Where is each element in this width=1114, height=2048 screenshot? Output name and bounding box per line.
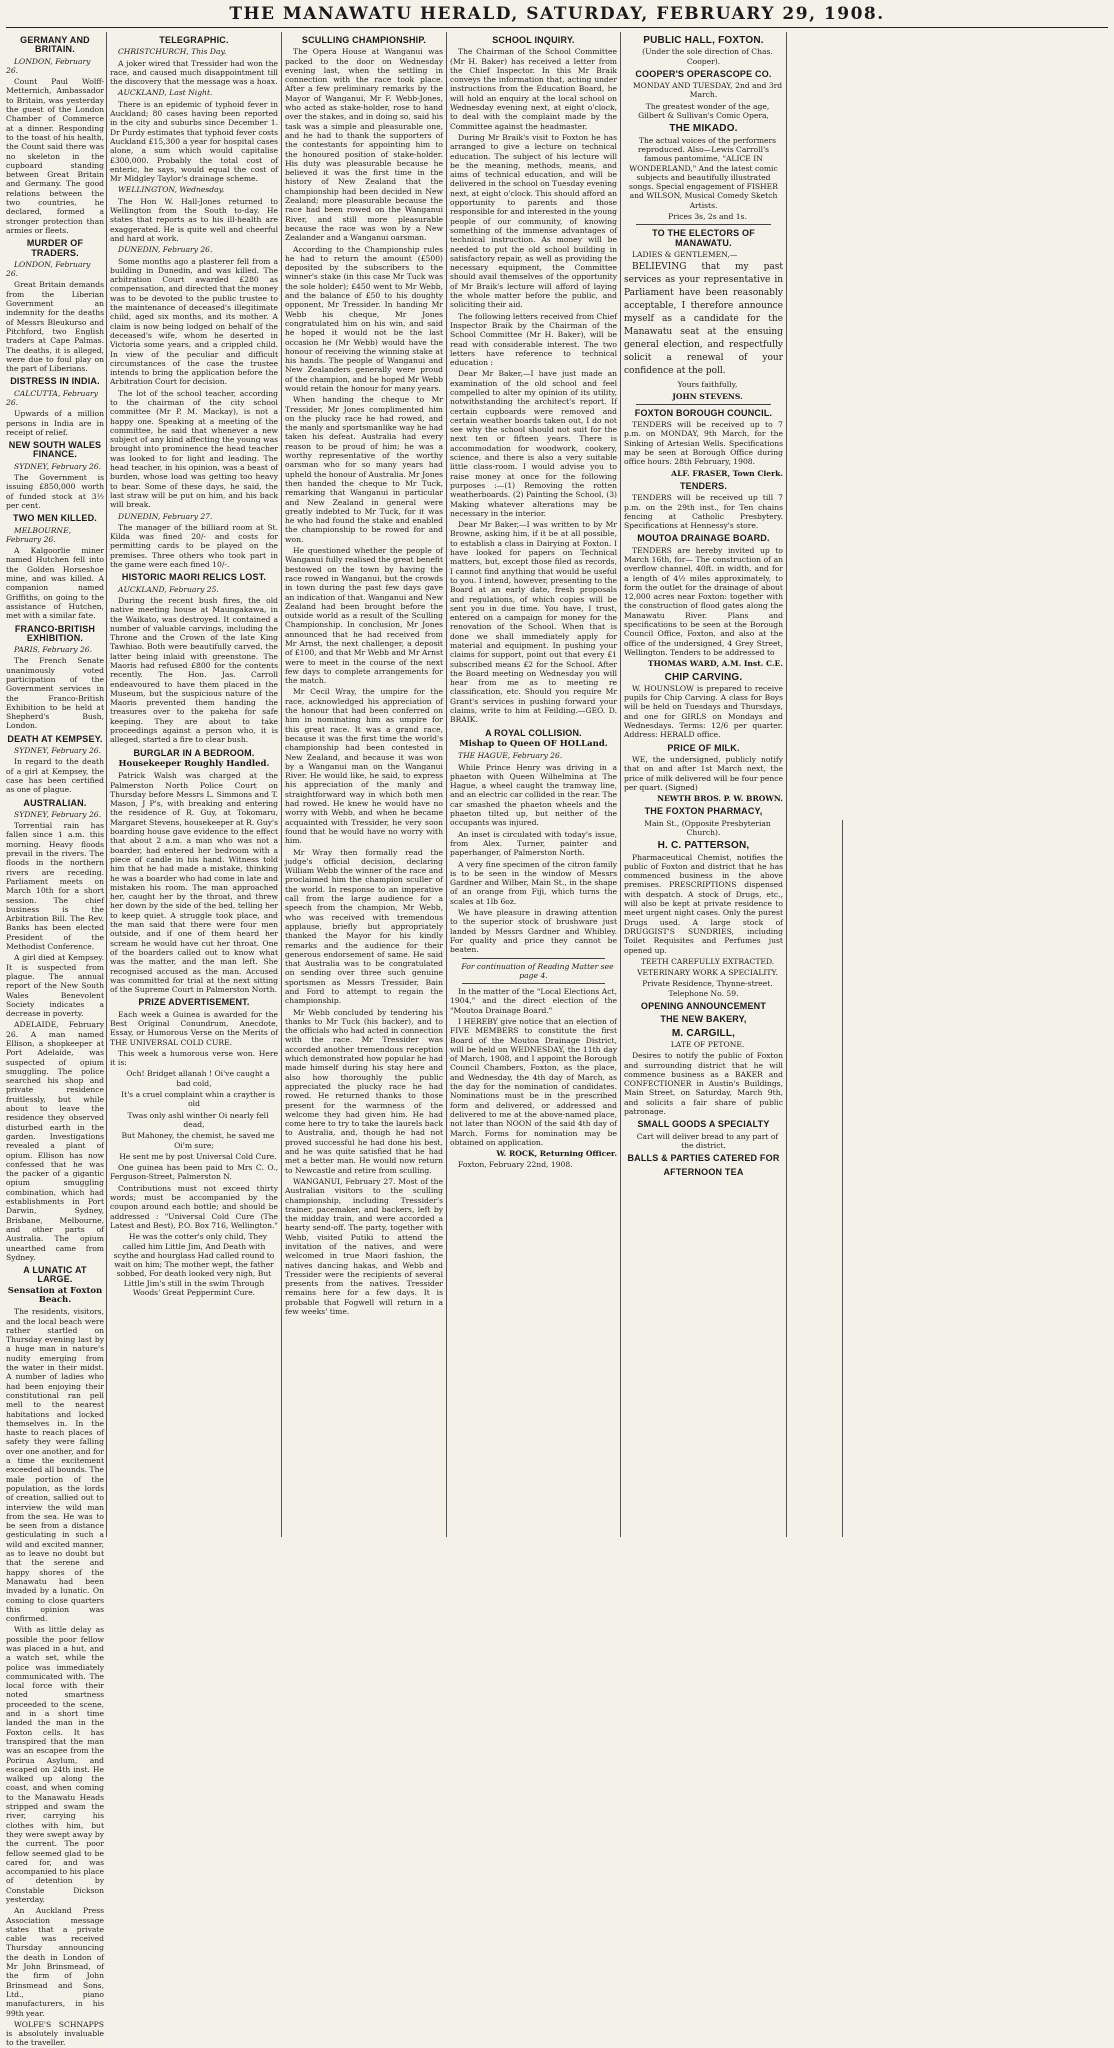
article-text: Each week a Guinea is awarded for the Best Original Conundrum, Anecdote, Essay, or Humorous Verse on the Merits of THE UNIVERSAL COLD CURE. [110,1009,278,1047]
advert-text: WOLFE'S SCHNAPPS is absolutely invaluable to the traveller. [6,2019,104,2048]
article-text: A very fine specimen of the citron family is to be seen in the window of Messrs Gardner and Wilber, Main St., in the shape of an orange from Fiji, which turns the scales at 1lb 6oz. [450,859,617,906]
column-divider [786,32,787,1537]
notice-text: In the matter of the "Local Elections Act, 1904," and the direct election of the "Moutoa Drainage Board." [450,987,617,1015]
column-1 [6,32,104,2048]
article-text: During Mr Braik's visit to Foxton he has arranged to give a lecture on technical education. The subject of his lecture will be the meaning, methods, means, and aims of technical education, and will be delivered in the school on Tuesday evening next, at eight o'clock. This should afford an opportunity to parents and those responsible for and interested in the young people of our community, of knowing something of the immense advantages of technical instruction. As money will be needed to put the old school building in satisfactory repair, as well as providing the necessary equipment, the Committee should avail themselves of the opportunity of Mr Braik's lecture will afford of laying the whole matter before the public, and soliciting their aid. [450,132,617,310]
verse-line: He sent me by post Universal Cold Cure. [119,1151,277,1161]
column-divider [106,32,107,1537]
article-heading: BURGLAR IN A BEDROOM. [133,747,255,758]
column-4 [450,32,617,1537]
article-text: One guinea has been paid to Mrs C. O., Ferguson-Street, Palmerston N. [110,1163,278,1182]
article-text: Mr Wray then formally read the judge's official decision, declaring William Webb the winner of the race and proclaimed him the champion sculler of the world. In response to an imperative call from the large audience for a speech from the champion, Mr Webb, who was received with tremendous applause, briefly but appropriately thanked the Mayor for his kindly remarks and the audience for their generous endorsement of same. He said that Australia was to be congratulated on sending over three such genuine sportsmen as Messrs Tressider, Bain and Ford to attempt to regain the championship. [285,847,443,1006]
separator [636,224,771,225]
separator [636,404,771,405]
article-text: The Opera House at Wanganui was packed to the door on Wednesday evening last, when the settling in connection with the race took place. After a few preliminary remarks by the Mayor of Wanganui, Mr F. Webb-Jones, who acted as stake-holder, rose to hand over the stakes, and in doing so, said his task was a simple and pleasurable one, and he had to thank the supporters of the contestants for appointing him to the honoured position of stake-holder. His duty was pleasurable because he believed it was the first time in the history of New Zealand that the championship had been decided in New Zealand; more pleasurable because the race had been rowed on the Wanganui River, and still more pleasurable because the race was won by a New Zealander and a Wanganui oarsman. [285,47,443,243]
advert-text: The greatest wonder of the age, Gilbert & Sullivan's Comic Opera, [638,101,770,121]
article-text: The following letters received from Chief Inspector Braik by the Chairman of the School Committee (Mr H. Baker), will be read with considerable interest. The two letters have reference to technical education : [450,311,617,368]
article-text: While Prince Henry was driving in a phaeton with Queen Wilhelmina at The Hague, a wheel caught the tramway line, and an electric car collided in the rear. The car smashed the phaeton wheels and the phaeton tilted up, but neither of the occupants was injured. [450,762,617,828]
advert-heading: MOUTOA DRAINAGE BOARD. [637,533,770,544]
advert-heading: TO THE ELECTORS OF MANAWATU. [652,228,755,248]
verse-line: Twas only ashl winther Oi nearly fell dead, [127,1110,269,1129]
advert-text: Private Residence, Thynne-street. Telephone No. 59. [642,979,773,998]
masthead: THE MANAWATU HERALD, SATURDAY, FEBRUARY 29, 1908. [229,4,885,24]
dateline: THE HAGUE, February 26. [458,751,563,761]
signature: NEWTH BROS. P. W. BROWN. [657,794,783,804]
masthead-rule [6,27,1108,28]
article-heading: NEW SOUTH WALES FINANCE. [8,440,102,460]
article-text: During the recent bush fires, the old native meeting house at Maungakawa, in the Waikato, was destroyed. It contained a number of valuable carvings, including the Throne and the Crown of the late King Tawhiao. Both were beautifully carved, the latter being inlaid with greenstone. The Maoris had refused £800 for the contents recently. The Hon. Jas. Carroll endeavoured to have them placed in the Museum, but the suspicious nature of the Maoris prevented them handing the treasures over to the pakeha for safe keeping. They are about to take proceedings against a person who, it is alleged, started a fire to clear bush. [110,595,278,745]
signature: JOHN STEVENS. [672,391,743,401]
article-text: Some months ago a plasterer fell from a building in Dunedin, and was killed. The arbitration Court awarded £280 as compensation, and directed that the money was to be devoted to the public trustee to the maintenance of deceased's illegitimate child, aged six months, and its mother. A claim is now being lodged on behalf of the deceased's wife, whom he deserted in Victoria some years, and a crippled child. In view of the peculiar and difficult circumstances of the case the trustee intends to bring the application before the Arbitration Court for decision. [110,256,278,387]
advert-text: TEETH CAREFULLY EXTRACTED. [640,956,775,966]
advert-text: Main St., (Opposite Presbyterian Church). [644,818,771,837]
advert-text: TENDERS are hereby invited up to March 16th, for— The construction of an overflow channel, 40ft. in width, and for a length of 4½ miles approximately, to form the outlet for the drainage of about 12,000 acres near Foxton: together with the construction of flood gates along the Manawatu River. Plans and specifications to be seen at the Borough Council Office, Foxton, and also at the office of the undersigned, 4 Grey Street, Wellington. Tenders to be addressed to [624,545,783,657]
article-heading: GERMANY AND BRITAIN. [20,35,90,55]
article-text: An Auckland Press Association message states that a private cable was received Thursday announcing the death in London of Mr John Brinsmead, of the firm of John Brinsmead and Sons, Ltd., piano manufacturers, in his 99th year. [6,1906,104,2018]
advert-text: VETERINARY WORK A SPECIALITY. [637,968,778,978]
article-text: With as little delay as possible the poor fellow was placed in a hut, and a watch set, while the police was immediately communicated with. The local force with their noted smartness proceeded to the scene, and in a short time landed the man in the Foxton cells. It has transpired that the man was an escapee from the Porirua Asylum, and escaped on 24th inst. He walked up along the coast, and when coming to the Manawatu Heads stripped and swam the river, carrying his clothes with him, but they were swept away by the current. The poor fellow seemed glad to be cared for, and was accompanied to his place of detention by Constable Dickson yesterday. [6,1625,104,1904]
column-divider [446,32,447,1537]
dateline: LONDON, February 26. [6,259,91,279]
article-text: A girl died at Kempsey. It is suspected from plague. The annual report of the New South Wales Benevolent Society indicates a decrease in poverty. [6,953,104,1019]
dateline: CHRISTCHURCH, This Day. [118,47,227,57]
advert-text: W. HOUNSLOW is prepared to receive pupils for Chip Carving. A class for Boys will be held on Tuesdays and Thursdays, and one for GIRLS on Mondays and Wednesdays. Terms: 12/6 per quarter. Address: HERALD office. [624,683,783,740]
advert-heading: H. C. PATTERSON, [657,840,750,852]
dateline: AUCKLAND, February 25. [118,584,219,594]
article-heading: SCHOOL INQUIRY. [492,35,575,45]
article-text: An inset is circulated with today's issue, from Alex. Turner, painter and paperhanger, of Palmerston North. [450,829,617,858]
signature: W. ROCK, Returning Officer. [496,1149,617,1159]
article-text: ADELAIDE, February 26. A man named Ellison, a shopkeeper at Port Adelaide, was suspected of opium smuggling. The police searched his shop and private residence fruitlessly, but while about to leave the residence they observed disturbed earth in the garden. Investigations revealed a plant of opium. Ellison has now confessed that he was the packer of a gigantic opium smuggling combination, which had establishments in Port Darwin, Sydney, Brisbane, Melbourne, and other parts of Australia. The opium unearthed came from Sydney. [6,1020,104,1262]
advert-heading: CHIP CARVING. [664,671,743,683]
dateline: CALCUTTA, February 26. [6,388,98,407]
article-text: The lot of the school teacher, according to the chairman of the city school committee (Mr P. M. Mackay), is not a happy one. Speaking at a meeting of the committee, he said that whenever a new subject of any kind affecting the young was brought into prominence the head teacher was looked to for light and leading. The head teacher, in his opinion, was a beast of burden, whose load was getting too heavy to bear. Some of these days, he said, the last straw will be put on him, and his back will break. [110,388,278,510]
advert-text: LATE OF PETONE. [670,1039,745,1049]
notice-date: Foxton, February 22nd, 1908. [458,1160,573,1170]
column-divider [281,32,282,1537]
advert-text: Desires to notify the public of Foxton and surrounding district that he will commence business as a BAKER and CONFECTIONER in Austin's Buildings, Main Street, on Saturday, March 9th, and solicits a fair share of public patronage. [624,1051,783,1117]
advert-heading: OPENING ANNOUNCEMENT [640,1001,767,1012]
advert-heading: PUBLIC HALL, FOXTON. [643,35,764,46]
article-text: Upwards of a million persons in India are in receipt of relief. [6,409,104,437]
advert-heading: THE NEW BAKERY, [660,1014,747,1025]
article-text: There is an epidemic of typhoid fever in Auckland; 80 cases having been reported in the city and suburbs since December 1. Dr Purdy estimates that typhoid fever costs Auckland £15,300 a year for hospital cases alone, a sum which would capitalise £300,000. Probably the total cost of enteric, he says, would equal the cost of Mr Midgley Taylor's drainage scheme. [110,99,278,184]
advert-heading: SMALL GOODS A SPECIALTY [637,1119,770,1130]
advert-text: WE, the undersigned, publicly notify that on and after 1st March next, the price of milk delivered will be four pence per quart. (Signed) [624,754,783,792]
article-heading: TELEGRAPHIC. [159,35,229,45]
advert-text: MONDAY AND TUESDAY, 2nd and 3rd March. [632,81,783,100]
advert-text: (Under the sole direction of Chas. Cooper). [642,47,773,66]
column-3 [285,32,443,1537]
dateline: DUNEDIN, February 26. [118,245,213,255]
dateline: SYDNEY, February 26. [14,809,102,819]
advert-heading: FOXTON BOROUGH COUNCIL. [634,407,773,418]
article-text: Patrick Walsh was charged at the Palmerston North Police Court on Thursday before Messrs L. Simmons and T. Mason, J P's, with breaking and entering the residence of R. Guy, at Tokomaru, Margaret Stevens, housekeeper at R. Guy's boarding house gave evidence to the effect that about 2 a.m. a man who was not a boarder, had entered her bedroom with a piece of candle in his hand. Witness told him that he had made a mistake, thinking he was a boarder who had come in late and mistaken his room. The man approached her, caught her by the throat, and threw her down by the side of the bed, telling her to keep quiet. A struggle took place, and the man said that there were four men outside, and if one of them heard her scream he would have cut her throat. One of the boarders called out to know what was the matter, and the man left. She recognised accused as the man. Accused was committed for trial at the next sitting of the Supreme Court in Palmerston North. [110,771,278,995]
advert-text: The actual voices of the performers reproduced. Also—Lewis Carroll's famous pantomime, "ALICE IN WONDERLAND," And the latest comic subjects and beautifully illustrated songs. Special engagement of FISHER and WILSON, Musical Comedy Sketch Artists. [629,135,778,210]
advert-text: BELIEVING that my past services as your representative in Parliament have been reasonably acceptable, I therefore announce myself as a candidate for the Manawatu seat at the ensuing general election, and respectfully solicit a renewal of your confidence at the poll. [624,262,783,377]
signature: ALF. FRASER, Town Clerk. [671,468,783,478]
article-heading: DISTRESS IN INDIA. [10,376,100,387]
article-text: A Kalgoorlie miner named Hutchen fell into the Golden Horseshoe mine, and was killed. A companion named Griffiths, on going to the assistance of Hutchen, met with a similar fate. [6,546,104,621]
article-text: Contributions must not exceed thirty words; must be accompanied by the coupon around each bottle; and should be addressed : "Universal Cold Cure (The Latest and Best), P.O. Box 716, Wellington." [110,1183,278,1230]
verse-line: But Mahoney, the chemist, he saved me Oi'm sure; [121,1131,275,1150]
advert-heading: PRICE OF MILK. [667,742,740,753]
dateline: WELLINGTON, Wednesday. [118,185,225,195]
separator [462,958,605,959]
article-heading: PRIZE ADVERTISEMENT. [138,997,250,1008]
column-2 [110,32,278,1537]
separator [462,983,605,984]
column-divider [620,32,621,1537]
article-subheading: Housekeeper Roughly Handled. [118,758,270,769]
dateline: SYDNEY, February 26. [14,461,102,471]
article-heading: A LUNATIC AT LARGE. [23,1265,87,1285]
article-subheading: Sensation at Foxton Beach. [7,1285,103,1305]
notice-text: I HEREBY give notice that an election of FIVE MEMBERS to constitute the first Board of the Moutoa Drainage District, will be held on WEDNESDAY, the 11th day of March, 1908, and I appoint the Borough Council Chambers, Foxton, as the place, and Wednesday, the 4th day of March, as the day for the nomination of candidates. Nominations must be in the prescribed form and delivered, or addressed and delivered to me at the above-named place, not later than NOON of the said 4th day of March. Forms for nomination may be obtained on application. [450,1016,617,1147]
article-heading: DEATH AT KEMPSEY. [7,733,103,744]
advert-text: Yours faithfully, [677,380,738,390]
dateline: LONDON, February 26. [6,56,91,75]
signature: THOMAS WARD, A.M. Inst. C.E. [647,659,783,669]
advert-heading: M. CARGILL, [671,1027,736,1039]
article-text: The residents, visitors, and the local beach were rather startled on Thursday evening last by a huge man in nature's nudity emerging from the water in their midst. A number of ladies who had been enjoying their constitutional ran pell mell to the nearest habitations and locked themselves in. In the haste to reach places of safety they were falling over one another, and for a time the excitement exceeded all bounds. The male portion of the population, as the lords of creation, sallied out to interview the wild man from the sea. He was to be seen from a distance gesticulating in such a wild and excited manner, as to leave no doubt but that the serene and happy shores of the Manawatu had been invaded by a lunatic. On coming to close quarters this opinion was confirmed. [6,1307,104,1624]
article-text: Dear Mr Baker,—I have just made an examination of the old school and feel compelled to alter my opinion of its utility, notwithstanding the architect's report. If certain cupboards were removed and certain weather boards taken out, I do not see why the school should not suit for the next ten or fifteen years. There is accommodation for woodwork, cookery, science, and there is also a very suitable little class-room. I would advise you to raise money at once for the following purposes :—(1) Removing the rotten weatherboards. (2) Painting the School, (3) Making whatever alterations may be necessary in the interior. [450,369,617,518]
article-text: The French Senate unanimously voted participation of the Government services in the Franco-British Exhibition to be held at Shepherd's Bush, London. [6,656,104,731]
article-text: The Chairman of the School Committee (Mr H. Baker) has received a letter from the Chief Inspector. In this Mr Braik conveys the information that, acting under instructions from the Education Board, he will hold an enquiry at the local school on Wednesday evening next, at eight o'clock, to deal with the complaint made by the Committee against the headmaster. [450,47,617,131]
article-heading: FRANCO-BRITISH EXHIBITION. [14,623,96,643]
continuation-note: For continuation of Reading Matter see page 4. [461,961,614,980]
column-6 [790,32,940,1537]
article-heading: A ROYAL COLLISION. [485,727,582,738]
article-heading: TWO MEN KILLED. [13,513,97,524]
advert-heading: COOPER'S OPERASCOPE CO. [635,68,772,79]
advert-heading: THE MIKADO. [669,123,738,135]
article-text: When handing the cheque to Mr Tressider, Mr Jones complimented him on the plucky race he had rowed, and the manly and sportsmanlike way he had taken his defeat. Australia had every reason to be proud of him; he was a worthy representative of the worthy oarsman who for so many years had upheld the honour of Australia. Mr Jones then handed the cheque to Mr Tuck, remarking that Wanganui in particular and New Zealand in general were greatly indebted to Mr Tuck, for it was he who had found the stake and enabled the championship to be rowed for and won. [285,395,443,544]
dateline: AUCKLAND, Last Night. [118,88,213,98]
advert-heading: BALLS & PARTIES CATERED FOR [627,1153,780,1164]
article-text: This week a humorous verse won. Here it is: [110,1048,278,1068]
advert-heading: TENDERS. [679,480,728,491]
article-text: We have pleasure in drawing attention to the superior stock of brushware just landed by Messrs Gardner and Whibley. For quality and price they cannot be beaten. [450,908,617,955]
article-text: The Hon W. Hall-Jones returned to Wellington from the South to-day. He states that reports as to his ill-health are exaggerated. He is quite well and cheerful and hard at work. [110,196,278,243]
article-text: The manager of the billiard room at St. Kilda was fined 20/- and costs for permitting cards to be played on the premises. Three others who took part in the game were each fined 10/-. [110,522,278,570]
article-text: A joker wired that Tressider had won the race, and caused much disappointment till the discovery that the message was a hoax. [110,58,278,87]
article-text: Dear Mr Baker,—I was written to by Mr Browne, asking him, if it be at all possible, to establish a class in Dairying at Foxton. I have looked for papers on Technical matters, but, except those filed as records, I cannot find anything that would be useful to you. I intend, however, presenting to the Board at an early date, fresh proposals and regulations, of which copies will be sent you in due time. You have, I trust, entered on a campaign for money for the renovation of the School. When that is done we shall immediately apply for material and equipment. In pushing your claims for support, point out that every £1 subscribed means £2 for the School. After the Board meeting on Wednesday you will hear from me as to meeting re classification, etc. Should you require Mr Grant's services in pushing forward your claims, write to him at Feilding.—GEO. D. BRAIK. [450,520,617,725]
column-5 [624,32,783,1537]
article-subheading: Mishap to Queen OF HOLLand. [459,738,608,749]
advert-text: LADIES & GENTLEMEN,— [632,249,738,259]
article-heading: SCULLING CHAMPIONSHIP. [301,35,427,45]
article-text: In regard to the death of a girl at Kempsey, the case has been certified as one of plague. [6,757,104,795]
article-text: WANGANUI, February 27. Most of the Australian visitors to the sculling championship, including Tressider's trainer, pacemaker, and backers, left by the midday train, and were accorded a hearty send-off. The party, together with Webb, visited Putiki to attend the invitation of the natives, and were welcomed in true Maori fashion, the natives dancing hakas, and Webb and Tressider were the recipients of several presents from the natives. Tressider remains here for a few days. It is probable that Fogwell will return in a few weeks' time. [285,1176,443,1317]
article-text: Mr Cecil Wray, the umpire for the race, acknowledged his appreciation of the honour that had been conferred on him in nominating him as umpire for this great race. It was a grand race, because it was the first time the world's championship had been contested in New Zealand, and because it was won by a Wanganui man on the Wanganui River. He would like, he said, to express his appreciation of the manly and straightforward way in which both men had rowed. He knew he would have no worry with Webb, and when he became acquainted with Tressider, he very soon found that he would have no worry with him. [285,687,443,846]
article-text: He questioned whether the people of Wanganui fully realised the great benefit bestowed on the town by having the race rowed in Wanganui, but the crowds in town during the past few days gave an indication of that. Wanganui and New Zealand had been brought before the outside world as a result of the Sculling Championship. In conclusion, Mr Jones announced that he had received from Mr Arnst, the next challenger, a deposit of £100, and that Mr Webb and Mr Arnst were to meet in the course of the next few days to complete arrangements for the match. [285,546,443,686]
article-text: Great Britain demands from the Liberian Government an indemnity for the deaths of Messrs Bleukurso and Pitchford, two English traders at Cape Palmas. The deaths, it is alleged, were due to foul play on the part of Liberians. [6,280,104,374]
dateline: SYDNEY, February 26. [14,746,102,756]
article-heading: MURDER OF TRADERS. [26,238,84,258]
advert-text: TENDERS will be received up to 7 p.m. on MONDAY, 9th March, for the Sinking of Artesian Wells. Specifications may be seen at Borough Office during office hours. 28th February, 1908. [624,420,783,467]
advert-text: Cart will deliver bread to any part of the district. [636,1131,779,1150]
article-heading: HISTORIC MAORI RELICS LOST. [121,572,267,583]
article-text: The Government is issuing £850,000 worth of funded stock at 3½ per cent. [6,473,104,510]
advert-heading: AFTERNOON TEA [663,1166,744,1177]
verse-line: He was the cotter's only child, They called him Little Jim, And Death with scythe and hourglass Had called round to wait on him; The mother wept, the father sobbed, For death looked very nigh, But Little Jim's still in the swim Through Woods' Great Peppermint Cure. [113,1232,275,1297]
verse-line: It's a cruel complaint whin a crayther is old [121,1090,275,1109]
advert-text: Pharmaceutical Chemist, notifies the public of Foxton and district that he has commenced business in the above premises. PRESCRIPTIONS dispensed with despatch. A stock of Drugs, etc., will also be kept at private residence to meet urgent night cases. Only the purest Drugs used. A large stock of DRUGGIST'S SUNDRIES, including Toilet Requisites and Perfumes just opened up. [624,852,783,955]
advert-text: TENDERS will be received up till 7 p.m. on the 29th inst., for Ten chains fencing at Catholic Presbytery. Specifications at Hennessy's store. [624,493,783,531]
advert-heading: THE FOXTON PHARMACY, [644,806,763,817]
article-text: Mr Webb concluded by tendering his thanks to Mr Tuck (his backer), and to the officials who had acted in connection with the race. Mr Tressider was accorded another tremendous reception which demonstrated how popular he had made himself during his stay here and also how thoroughly the public appreciated the plucky race he had rowed. He returned thanks to those present for the warmness of the welcome they had given him. He had come here to try to take the laurels back to Australia, and, though he had not proved successful he had done his best, and he was quite satisfied that he had met a better man. He would now return to Newcastle and retire from sculling. [285,1007,443,1175]
dateline: MELBOURNE, February 26. [6,525,72,544]
article-text: Torrential rain has fallen since 1 a.m. this morning. Heavy floods prevail in the rivers. The floods in the northern rivers are receding. Parliament meets on March 10th for a short session. The chief business is the Arbitration Bill. The Rev. Banks has been elected President of the Methodist Conference. [6,821,104,952]
dateline: DUNEDIN, February 27. [118,511,213,521]
article-text: According to the Championship rules he had to return the amount (£500) deposited by the subscribers to the winner's stake (in this case Mr Tuck was the sole holder); £450 went to Mr Webb, and the balance of £50 to his doughty opponent, Mr Tressider. In handing Mr Webb his cheque, Mr Jones congratulated him on his win, and said he hoped it would not be the last occasion he (Mr Webb) would have the honour of receiving the winning stake at his hands. The people of Wanganui and New Zealanders generally were proud of the champion, and he hoped Mr Webb would retain the honour for many years. [285,244,443,393]
advert-text: Prices 3s, 2s and 1s. [668,212,747,222]
article-heading: AUSTRALIAN. [23,797,87,808]
article-text: Count Paul Wolff-Metternich, Ambassador to Britain, was yesterday the guest of the London Chamber of Commerce at a dinner. Responding to the toast of his health, the Count said there was no skeleton in the cupboard standing between Great Britain and Germany. The good relations between the two countries, he declared, formed a stronger protection than armies or fleets. [6,77,104,235]
dateline: PARIS, February 26. [14,645,93,655]
verse-line: Och! Bridget allanah ! Oi've caught a bad cold, [126,1069,270,1088]
